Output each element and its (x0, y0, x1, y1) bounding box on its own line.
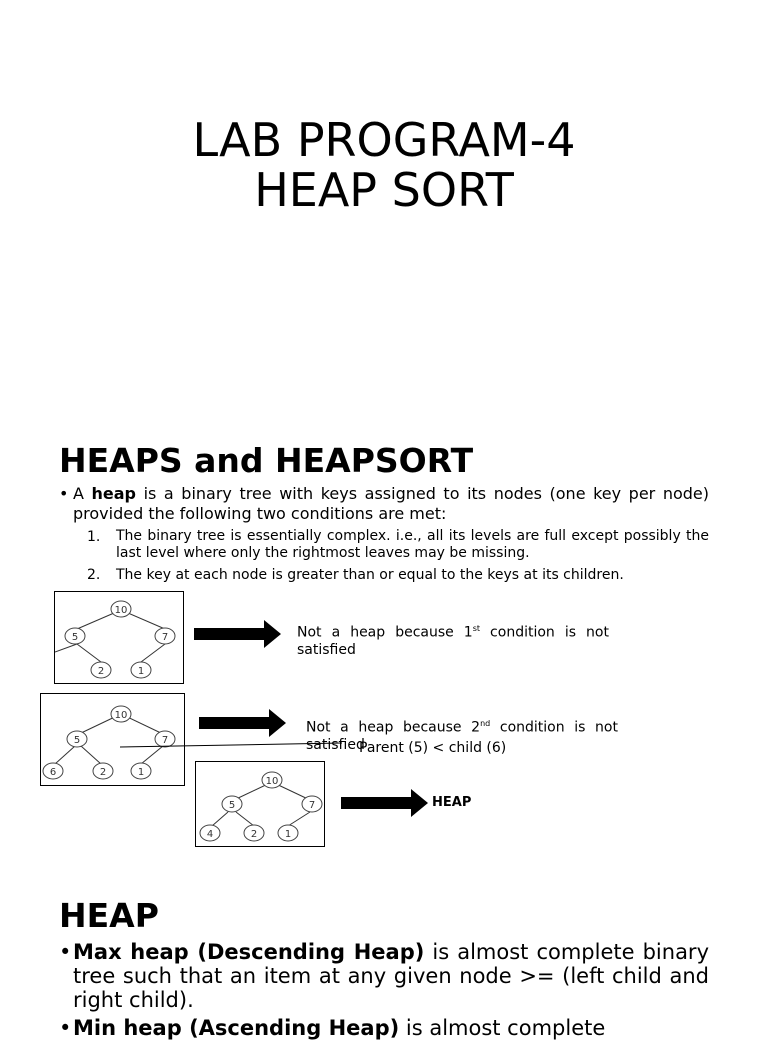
node-label: 6 (49, 767, 57, 778)
bullet-dot: • (59, 484, 69, 503)
max-heap-bullet (59, 940, 709, 1012)
node-label: 5 (71, 632, 79, 643)
node-label: 1 (137, 666, 145, 677)
max-heap-term: Max heap (Descending Heap) (73, 940, 425, 964)
node-label: 1 (284, 829, 292, 840)
condition-1 (87, 528, 709, 562)
node-label: 5 (228, 800, 236, 811)
condition-number: 2. (87, 567, 101, 583)
example-1-note (297, 620, 609, 659)
max-heap-definition: is almost complete binary tree such that an item at any given node >= (left child and right child). (73, 940, 709, 1012)
min-heap-bullet-partial (59, 1016, 709, 1040)
annotation-pointer-line (120, 740, 345, 750)
arrow-right-icon (341, 789, 429, 817)
heap-label: HEAP (432, 795, 472, 810)
node-label: 7 (161, 632, 169, 643)
slide-title-line-1: LAB PROGRAM-4 (192, 113, 576, 167)
tree-1-svg (55, 592, 183, 683)
tree-diagram-1 (54, 591, 184, 684)
condition-text: The binary tree is essentially complex. i.e., all its levels are full except possibly the last level where only the rightmost leaves may be missing. (116, 528, 709, 561)
section-heading-heaps: HEAPS and HEAPSORT (59, 441, 474, 480)
min-heap-term: Min heap (Ascending Heap) (73, 1016, 400, 1040)
tree-diagram-3 (195, 761, 325, 847)
note-sup: st (472, 624, 481, 633)
node-label: 4 (206, 829, 214, 840)
note-text-rest: condition is not satisfied (297, 624, 609, 658)
node-label: 10 (114, 605, 128, 616)
slide-title-line-2: HEAP SORT (254, 163, 514, 217)
note-text: Not a heap because 2 (306, 719, 481, 736)
node-label: 7 (161, 735, 169, 746)
node-label: 10 (114, 710, 128, 721)
condition-2 (87, 566, 709, 584)
node-label: 2 (99, 767, 107, 778)
node-label: 2 (97, 666, 105, 677)
definition-pre: A (73, 484, 92, 503)
heap-definition-bullet (59, 484, 709, 524)
bullet-dot: • (59, 940, 72, 964)
example-2-annotation: Parent (5) < child (6) (359, 740, 507, 756)
note-text: Not a heap because 1 (297, 624, 473, 641)
tree-3-svg (196, 762, 324, 846)
node-label: 1 (137, 767, 145, 778)
definition-keyword: heap (91, 484, 137, 503)
node-label: 10 (265, 776, 279, 787)
definition-post: is a binary tree with keys assigned to its nodes (one key per node) provided the following two conditions are met: (73, 484, 710, 523)
note-sup: nd (480, 719, 491, 728)
note-text-rest: condition is not satisfied (306, 719, 618, 753)
arrow-right-icon (194, 620, 282, 648)
condition-number: 1. (87, 529, 101, 545)
min-heap-definition: is almost complete (399, 1016, 606, 1040)
section-heading-heap: HEAP (59, 896, 159, 935)
condition-text: The key at each node is greater than or equal to the keys at its children. (116, 567, 624, 583)
arrow-right-icon (199, 709, 287, 737)
node-label: 2 (250, 829, 258, 840)
node-label: 5 (73, 735, 81, 746)
bullet-dot: • (59, 1016, 72, 1040)
node-label: 7 (308, 800, 316, 811)
